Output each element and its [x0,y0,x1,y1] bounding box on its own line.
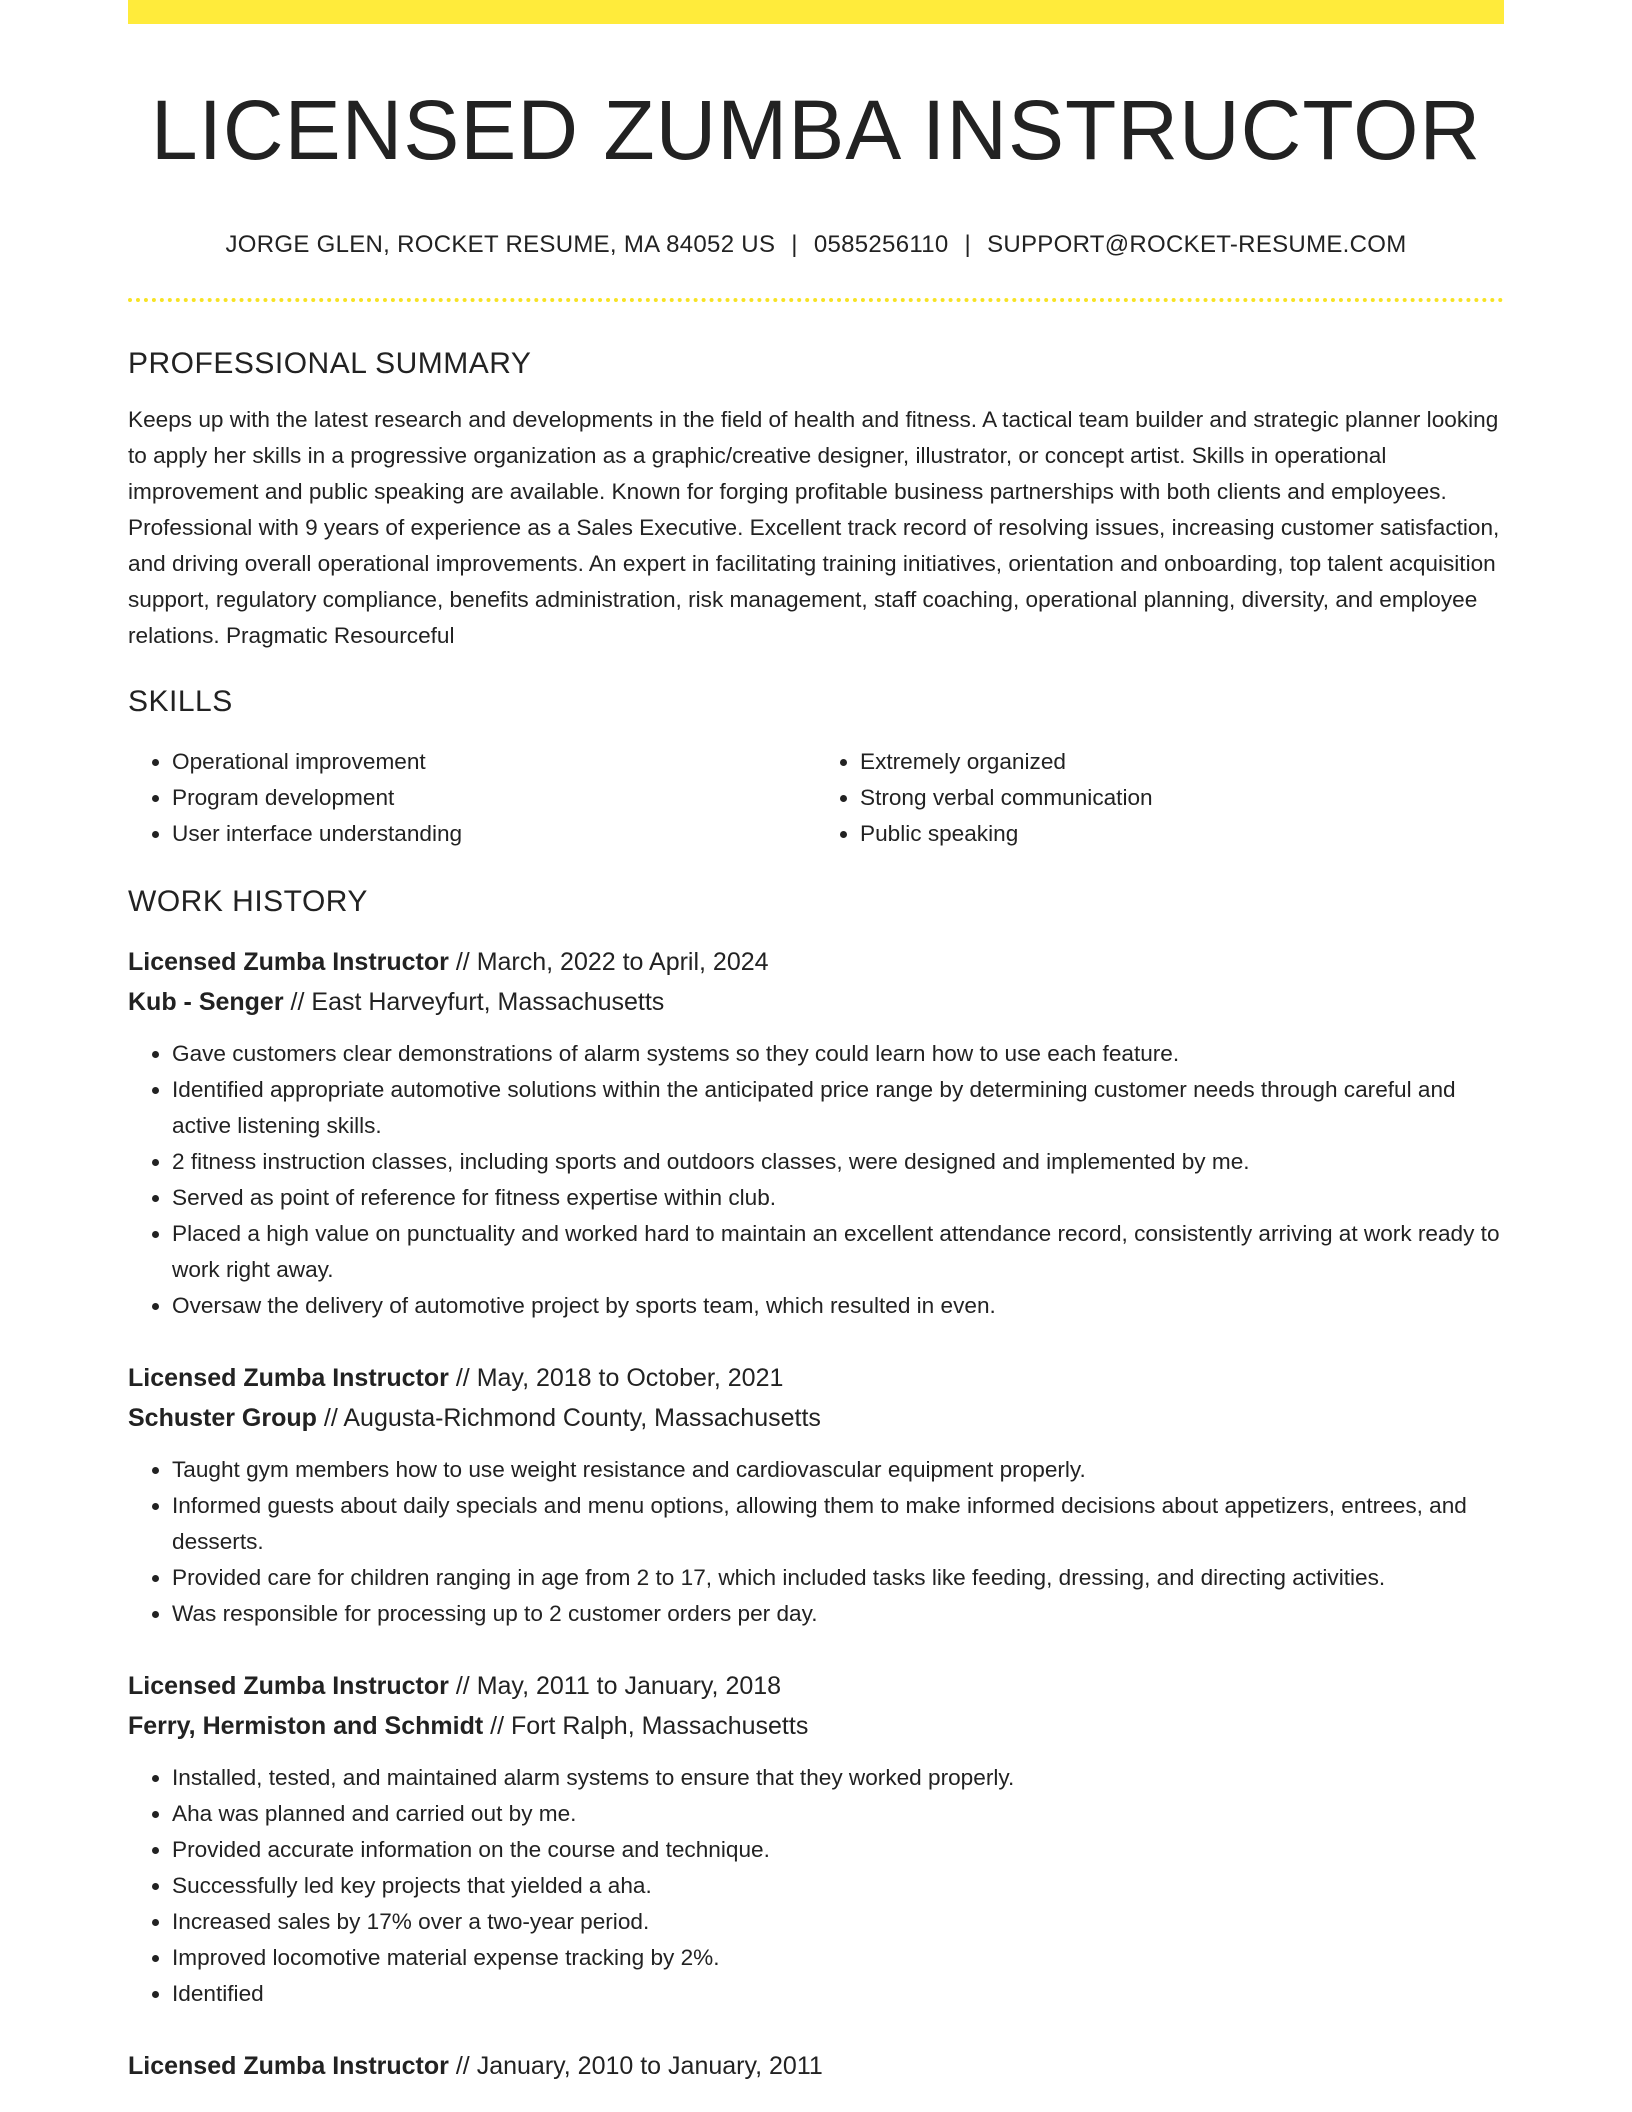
job-bullet: • Oversaw the delivery of automotive project by sports team, which resulted in even. [172,1288,1504,1324]
job-bullet: • Provided care for children ranging in age from 2 to 17, which included tasks like feeding, dressing, and directing activities. [172,1560,1504,1596]
job-dates: January, 2010 to January, 2011 [476,2052,823,2080]
job-company-line [128,1706,1504,1746]
job-title: Licensed Zumba Instructor [128,2052,449,2080]
job-company-line [128,982,1504,1022]
job-bullet: • Identified appropriate automotive solutions within the anticipated price range by determining customer needs through careful and active listening skills. [172,1072,1504,1144]
job-bullet: • Placed a high value on punctuality and worked hard to maintain an excellent attendance record, consistently arriving at work ready to work right away. [172,1216,1504,1288]
job-location: Augusta-Richmond County, Massachusetts [343,1404,821,1432]
job-bullet: • Increased sales by 17% over a two-year period. [172,1904,1504,1940]
job-title-line [128,2046,1504,2086]
job-company: Schuster Group [128,1404,317,1432]
job-bullet: • Installed, tested, and maintained alarm systems to ensure that they worked properly. [172,1760,1504,1796]
job-location: East Harveyfurt, Massachusetts [311,988,665,1016]
work-history-heading: WORK HISTORY [128,885,368,918]
job-separator: // [290,988,305,1016]
contact-phone: 0585256110 [813,231,949,258]
job-title-line [128,942,1504,982]
job-company-line [128,1398,1504,1438]
job-bullet: • Successfully led key projects that yielded a aha. [172,1868,1504,1904]
skills-grid [128,744,1504,852]
dotted-divider [128,298,1504,302]
contact-separator: | [791,231,798,258]
summary-text: Keeps up with the latest research and developments in the field of health and fitness. A tactical team builder and strategic planner looking to apply her skills in a progressive organization as a graphic/creative designer, illustrator, or concept artist. Skills in operational improvement and public speaking are available. Known for forging profitable business partnerships with both clients and employees. Professional with 9 years of experience as a Sales Executive. Excellent track record of resolving issues, increasing customer satisfaction, and driving overall operational improvements. An expert in facilitating training initiatives, orientation and onboarding, top talent acquisition support, regulatory compliance, benefits administration, risk management, staff coaching, operational planning, diversity, and employee relations. Pragmatic Resourceful [128,407,1500,648]
job-company: Kub - Senger [128,988,284,1016]
job-separator: // [490,1712,505,1740]
job-separator: // [455,1672,470,1700]
job-location: Fort Ralph, Massachusetts [510,1712,809,1740]
job-company: Ferry, Hermiston and Schmidt [128,1712,484,1740]
job-bullet: • Was responsible for processing up to 2 customer orders per day. [172,1596,1504,1632]
contact-address: JORGE GLEN, ROCKET RESUME, MA 84052 US [225,231,776,258]
skill-item: • Operational improvement [172,744,816,780]
job-dates: March, 2022 to April, 2024 [476,948,769,976]
job-bullet: • Served as point of reference for fitness expertise within club. [172,1180,1504,1216]
job-bullet: • Improved locomotive material expense tracking by 2%. [172,1940,1504,1976]
job-bullet: • Provided accurate information on the course and technique. [172,1832,1504,1868]
job-separator: // [455,1364,470,1392]
job-bullet: • Aha was planned and carried out by me. [172,1796,1504,1832]
job-entry [128,942,1504,1324]
job-separator: // [455,2052,470,2080]
skills-right-list [816,744,1504,852]
job-entry [128,2046,1504,2086]
job-separator: // [455,948,470,976]
job-bullet-list [128,1036,1504,1324]
contact-line [128,230,1504,260]
job-bullet: • Identified [172,1976,1504,2012]
job-title-line [128,1666,1504,1706]
summary-heading: PROFESSIONAL SUMMARY [128,347,532,380]
skill-item: • Public speaking [860,816,1504,852]
resume-title: LICENSED ZUMBA INSTRUCTOR [150,83,1482,177]
job-dates: May, 2011 to January, 2018 [476,1672,782,1700]
skill-item: • Program development [172,780,816,816]
job-entry [128,1358,1504,1632]
resume-page [128,0,1504,2086]
accent-top-bar [128,0,1504,24]
job-title: Licensed Zumba Instructor [128,1672,449,1700]
job-bullet-list [128,1452,1504,1632]
skill-item: • Extremely organized [860,744,1504,780]
contact-email[interactable]: SUPPORT@ROCKET-RESUME.COM [987,231,1407,258]
contact-separator: | [964,231,972,258]
job-bullet-list [128,1760,1504,2012]
job-bullet: • Informed guests about daily specials and menu options, allowing them to make informed decisions about appetizers, entrees, and desserts. [172,1488,1504,1560]
job-bullet: • Gave customers clear demonstrations of alarm systems so they could learn how to use each feature. [172,1036,1504,1072]
skill-item: • Strong verbal communication [860,780,1504,816]
job-title: Licensed Zumba Instructor [128,948,449,976]
job-separator: // [323,1404,338,1432]
job-bullet: • 2 fitness instruction classes, including sports and outdoors classes, were designed and implemented by me. [172,1144,1504,1180]
job-entry [128,1666,1504,2012]
skill-item: • User interface understanding [172,816,816,852]
skills-left-list [128,744,816,852]
skills-heading: SKILLS [128,685,233,718]
job-title-line [128,1358,1504,1398]
job-title: Licensed Zumba Instructor [128,1364,449,1392]
job-dates: May, 2018 to October, 2021 [476,1364,784,1392]
job-bullet: • Taught gym members how to use weight resistance and cardiovascular equipment properly. [172,1452,1504,1488]
